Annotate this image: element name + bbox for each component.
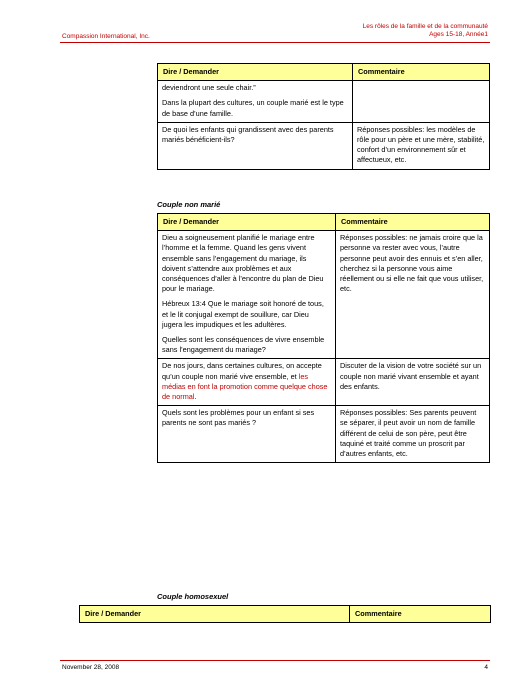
say-cell xyxy=(158,231,336,359)
column-header-say: Dire / Demander xyxy=(158,64,353,81)
column-header-say: Dire / Demander xyxy=(158,214,336,231)
say-cell: De quoi les enfants qui grandissent avec des parents mariés bénéficient-ils? xyxy=(158,122,353,169)
say-text: deviendront une seule chair.” xyxy=(162,83,256,93)
section-title-unmarried: Couple non marié xyxy=(157,200,221,209)
say-cell xyxy=(158,359,336,406)
column-header-comment: Commentaire xyxy=(350,606,491,623)
highlighted-text: les médias en font la promotion comme quelque chose de normal xyxy=(162,371,328,402)
document-title-block xyxy=(363,23,488,39)
column-header-say: Dire / Demander xyxy=(80,606,350,623)
column-header-comment: Commentaire xyxy=(353,64,490,81)
page-number: 4 xyxy=(484,664,488,671)
table-header-row xyxy=(158,214,490,231)
table-row xyxy=(158,122,490,169)
table-row xyxy=(158,81,490,123)
footer-date: November 28, 2008 xyxy=(62,664,120,671)
question-text: Quelles sont les conséquences de vivre ensemble sans l’engagement du mariage? xyxy=(162,335,325,355)
section-title-homosexual: Couple homosexuel xyxy=(157,592,229,601)
table-header-row xyxy=(158,64,490,81)
header-rule xyxy=(60,42,490,43)
comment-cell: Réponses possibles: Ses parents peuvent se séparer, il peut avoir un nom de famille différent de celui de son père, peut être taquiné et traité comme un proscrit par d’autres enfants, etc. xyxy=(336,406,490,463)
organization-name: Compassion International, Inc. xyxy=(62,33,150,40)
say-text: Dieu a soigneusement planifié le mariage entre l’homme et la femme. Quand les gens vivent ensemble sans l’engagement du mariage, ils doivent s’attendre aux problèmes et aux conséquences d’aller à l’encontre du plan de Dieu pour le mariage. xyxy=(162,233,324,294)
comment-cell: Réponses possibles: les modèles de rôle pour un père et une mère, stabilité, confort d’un environnement sûr et affectueux, etc. xyxy=(353,122,490,169)
homosexual-couple-table xyxy=(79,605,491,623)
table-row xyxy=(158,406,490,463)
comment-cell xyxy=(353,81,490,123)
married-couple-table xyxy=(157,63,490,170)
say-text-end: . xyxy=(194,392,197,402)
unmarried-couple-table xyxy=(157,213,490,463)
table-header-row xyxy=(80,606,491,623)
say-cell xyxy=(158,81,353,123)
comment-cell: Réponses possibles: ne jamais croire que la personne va rester avec vous, l’autre personne peut avoir des ennuis et s’en aller, cherchez si la personne vous aime réellement ou si elle ne fait que vous utiliser, etc. xyxy=(336,231,490,359)
table-row xyxy=(158,359,490,406)
say-text: Dans la plupart des cultures, un couple marié est le type de base d’une famille. xyxy=(162,98,344,118)
document-subtitle: Ages 15-18, Année1 xyxy=(429,31,488,38)
footer-rule xyxy=(60,660,490,661)
say-text: De nos jours, dans certaines cultures, on accepte qu’un couple non marié vive ensemble, et xyxy=(162,361,322,381)
say-cell: Quels sont les problèmes pour un enfant si ses parents ne sont pas mariés ? xyxy=(158,406,336,463)
document-title: Les rôles de la famille et de la communauté xyxy=(362,23,488,30)
column-header-comment: Commentaire xyxy=(336,214,490,231)
table-row xyxy=(158,231,490,359)
comment-cell: Discuter de la vision de votre société sur un couple non marié vivant ensemble et ayant des enfants. xyxy=(336,359,490,406)
scripture-text: Hébreux 13:4 Que le mariage soit honoré de tous, et le lit conjugal exempt de souillure, car Dieu jugera les impudiques et les adultères. xyxy=(162,299,324,329)
